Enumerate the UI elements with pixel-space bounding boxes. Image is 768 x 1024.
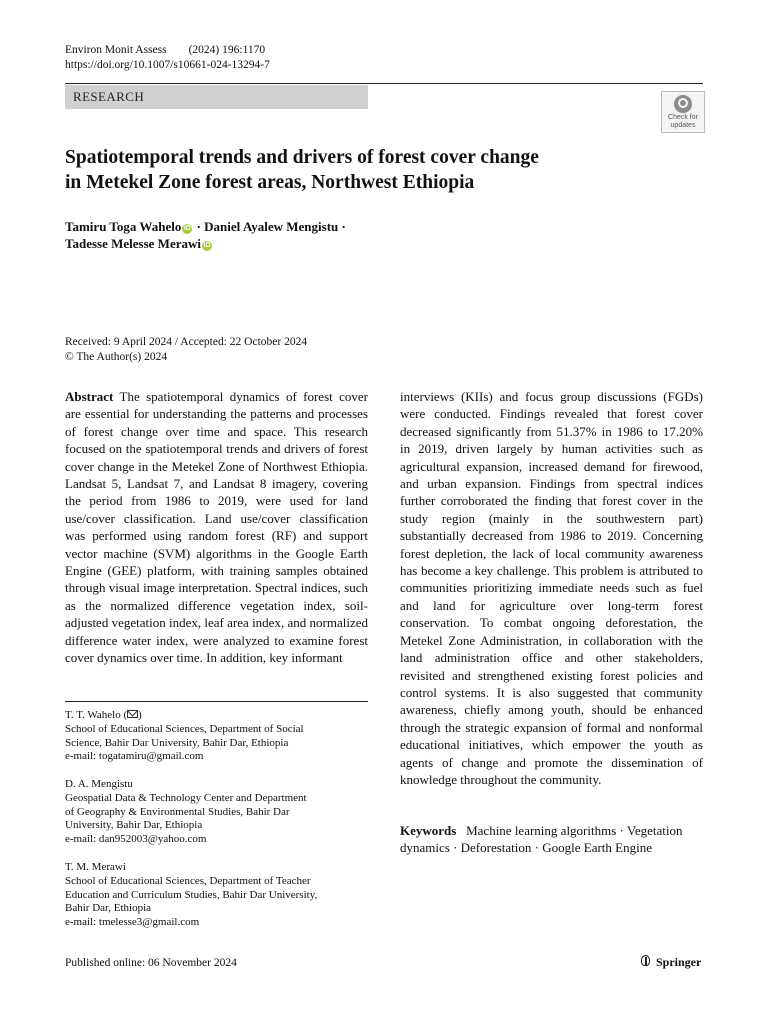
abstract-text-right: interviews (KIIs) and focus group discussions (FGDs) were conducted. Findings revealed that forest cover decreased significantly from 51.37% in 1986 to 17.20% in 2019, driven largely by human activities such as agricultural expansion, increased demand for firewood, and urban expansion. Findings from spectral indices further corroborated the finding that forest cover in the study region (mainly in the southwestern part) substantially decreased from 1986 to 2019. Concerning forest depletion, the lack of local community awareness has become a key challenge. This problem is attributed to communities prioritizing immediate needs such as fuel and land for agriculture over long-term forest conservation. To combat ongoing deforestation, the Metekel Zone Administration, in collaboration with the land administration office and other stakeholders, revisited and strengthened existing forest policies and control systems. It is also suggested that community awareness, chiefly among youth, should be enhanced through the strategic expansion of formal and nonformal educational initiatives, which empower the youth as agents of change and promote the dissemination of knowledge throughout the community.: [400, 389, 703, 787]
abstract-left-column: [65, 388, 368, 667]
section-bar: [65, 85, 368, 109]
journal-name: Environ Monit Assess: [65, 44, 167, 56]
author-separator: ·: [193, 219, 205, 234]
orcid-icon[interactable]: iD: [203, 242, 211, 249]
keywords-text: Machine learning algorithms · Vegetation dynamics · Deforestation · Google Earth Engine: [400, 823, 683, 856]
publisher-name: Springer: [656, 955, 702, 969]
badge-text-2: updates: [670, 122, 696, 129]
copyright: © The Author(s) 2024: [65, 351, 168, 363]
author-name: T. T. Wahelo (: [65, 709, 128, 721]
affiliation-line: School of Educational Sciences, Department of Social: [65, 722, 304, 735]
abstract-text-left: The spatiotemporal dynamics of forest cover are essential for understanding the patterns and processes of forest change over time and space. This research focused on the spatiotemporal trends and drivers of forest cover change in the Metekel Zone of Northwest Ethiopia. Landsat 5, Landsat 7, and Landsat 8 imagery, covering the period from 1986 to 2019, were used for land use/cover classification. Land use/cover classification was performed using random forest (RF) and support vector machine (SVM) algorithms in the Google Earth Engine (GEE) platform, with training samples obtained through visual image interpretation. Spectral indices, such as the normalized difference vegetation index, soil-adjusted vegetation index, leaf area index, and normalized difference water index, were analyzed to examine forest cover dynamics over time. In addition, key informant: [65, 389, 368, 666]
affiliation-line: of Geography & Environmental Studies, Bahir Dar: [65, 805, 290, 818]
author-3[interactable]: Tadesse Melesse Merawi: [65, 236, 201, 251]
affiliation-email[interactable]: e-mail: tmelesse3@gmail.com: [65, 916, 200, 929]
affiliation-2: [65, 778, 368, 847]
affiliation-line: School of Educational Sciences, Department of Teacher: [65, 874, 311, 887]
affiliation-3: [65, 861, 368, 930]
affiliation-line: Science, Bahir Dar University, Bahir Dar, Ethiopia: [65, 736, 289, 749]
affiliation-line: Geospatial Data & Technology Center and Department: [65, 791, 307, 804]
author-name: T. M. Merawi: [65, 861, 126, 873]
author-1[interactable]: Tamiru Toga Wahelo: [65, 219, 182, 234]
affiliation-email[interactable]: e-mail: dan952003@yahoo.com: [65, 833, 207, 846]
abstract-right-column: [400, 388, 703, 788]
author-separator: ·: [338, 219, 346, 234]
article-title: [65, 145, 665, 195]
springer-horse-icon: [640, 955, 652, 968]
author-name: D. A. Mengistu: [65, 778, 133, 790]
check-for-updates-icon: [674, 95, 692, 113]
affiliation-1: T. T. Wahelo ( ) School of Educational Sciences, Department of Social Science, Bahir Dar University, Bahir Dar, Ethiopia e-mail: togatamiru@gmail.com: [65, 709, 368, 764]
keywords: [400, 822, 703, 857]
abstract-heading: Abstract: [65, 389, 114, 404]
title-line-1: Spatiotemporal trends and drivers of forest cover change: [65, 147, 539, 168]
affiliation-email[interactable]: e-mail: togatamiru@gmail.com: [65, 750, 204, 763]
doi-link[interactable]: https://doi.org/10.1007/s10661-024-13294-7: [65, 59, 270, 71]
author-list: [65, 218, 685, 252]
orcid-icon[interactable]: iD: [183, 225, 191, 232]
mail-icon[interactable]: [127, 710, 138, 718]
keywords-heading: Keywords: [400, 823, 457, 838]
received-accepted: Received: 9 April 2024 / Accepted: 22 October 2024: [65, 336, 308, 348]
affiliation-line: University, Bahir Dar, Ethiopia: [65, 819, 203, 832]
footnote-rule: [65, 701, 368, 702]
journal-volume: (2024) 196:1170: [188, 44, 266, 56]
badge-text-1: Check for: [668, 114, 698, 121]
publisher-logo: [640, 955, 701, 970]
affiliation-line: Bahir Dar, Ethiopia: [65, 902, 152, 915]
author-2[interactable]: Daniel Ayalew Mengistu: [204, 219, 339, 234]
published-online: Published online: 06 November 2024: [65, 957, 237, 969]
affiliation-line: Education and Curriculum Studies, Bahir Dar University,: [65, 888, 318, 901]
header-rule: [65, 83, 703, 84]
title-line-2: in Metekel Zone forest areas, Northwest Ethiopia: [65, 172, 475, 193]
article-dates: [65, 335, 307, 365]
section-label: RESEARCH: [73, 89, 145, 104]
journal-header: [65, 43, 265, 58]
check-for-updates-button[interactable]: [661, 91, 705, 133]
